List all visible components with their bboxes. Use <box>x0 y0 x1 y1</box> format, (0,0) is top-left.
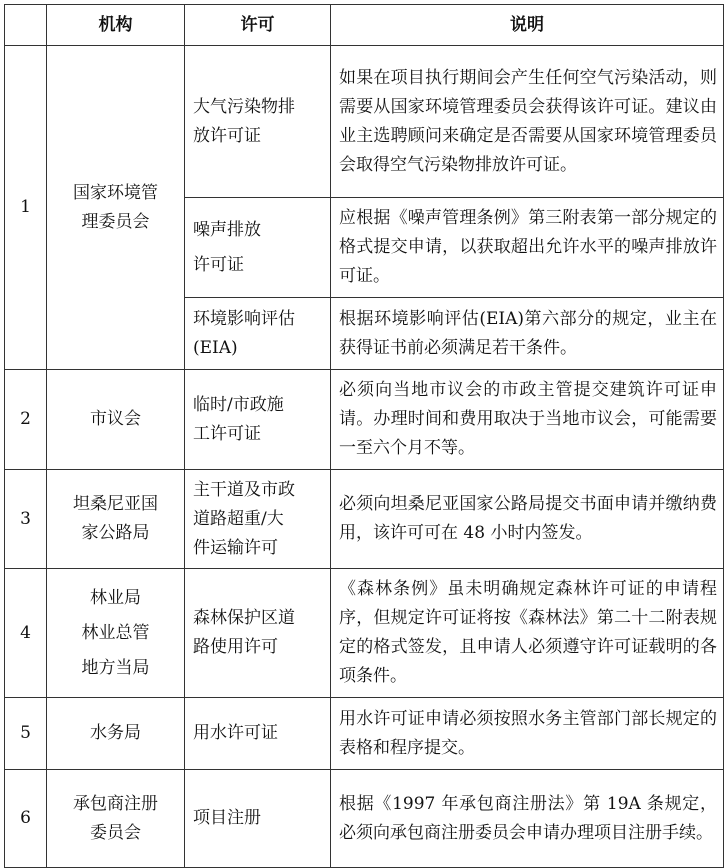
agency-cell <box>47 470 185 569</box>
permit-cell <box>185 698 331 770</box>
agency-cell <box>47 370 185 470</box>
agency-line: 坦桑尼亚国 <box>73 494 158 514</box>
agency-line: 市议会 <box>90 409 141 429</box>
agency-line: 理委员会 <box>81 211 150 232</box>
row-number: 1 <box>5 46 47 370</box>
permit-line: 噪声排放 <box>193 219 261 240</box>
description-cell: 《森林条例》虽未明确规定森林许可证的申请程序，但规定许可证将按《森林法》第二十二附表规定的格式签发，且申请人必须遵守许可证载明的各项条件。 <box>331 569 724 698</box>
permit-cell <box>185 569 331 698</box>
table-row <box>5 569 724 698</box>
row-number: 3 <box>5 470 47 569</box>
header-description: 说明 <box>331 5 724 46</box>
agency-line: 国家环境管 <box>73 182 158 203</box>
permit-line: 许可证 <box>193 254 244 275</box>
table-row <box>5 46 724 198</box>
description-cell: 根据《1997 年承包商注册法》第 19A 条规定，必须向承包商注册委员会申请办理项目注册手续。 <box>331 770 724 868</box>
agency-cell <box>47 770 185 868</box>
agency-line: 家公路局 <box>81 523 150 543</box>
agency-cell <box>47 569 185 698</box>
permit-line: 用水许可证 <box>193 723 278 743</box>
row-number: 2 <box>5 370 47 470</box>
description-cell: 如果在项目执行期间会产生任何空气污染活动，则需要从国家环境管理委员会获得该许可证。建议由业主选聘顾问来确定是否需要从国家环境管理委员会取得空气污染物排放许可证。 <box>331 46 724 198</box>
permit-cell <box>185 46 331 198</box>
permit-line: (EIA) <box>193 337 238 358</box>
permit-table <box>4 4 724 868</box>
agency-line: 承包商注册 <box>73 793 158 814</box>
permit-line: 路使用许可 <box>193 637 278 657</box>
agency-line: 地方当局 <box>81 657 150 678</box>
table-row <box>5 770 724 868</box>
table-row <box>5 370 724 470</box>
permit-cell <box>185 770 331 868</box>
description-cell: 必须向当地市议会的市政主管提交建筑许可证申请。办理时间和费用取决于当地市议会，可能需要一至六个月不等。 <box>331 370 724 470</box>
permit-line: 放许可证 <box>193 125 261 146</box>
permit-cell <box>185 470 331 569</box>
permit-cell <box>185 370 331 470</box>
agency-line: 委员会 <box>90 822 141 843</box>
permit-line: 主干道及市政 <box>193 479 295 500</box>
header-row <box>5 5 724 46</box>
agency-line: 林业总管 <box>81 622 150 643</box>
header-permit: 许可 <box>185 5 331 46</box>
table-row <box>5 698 724 770</box>
row-number: 6 <box>5 770 47 868</box>
description-cell: 用水许可证申请必须按照水务主管部门部长规定的表格和程序提交。 <box>331 698 724 770</box>
header-agency: 机构 <box>47 5 185 46</box>
permit-line: 大气污染物排 <box>193 96 295 117</box>
row-number: 4 <box>5 569 47 698</box>
permit-line: 临时/市政施 <box>193 394 284 415</box>
description-cell: 根据环境影响评估(EIA)第六部分的规定，业主在获得证书前必须满足若干条件。 <box>331 298 724 370</box>
permit-line: 件运输许可 <box>193 537 278 558</box>
permit-line: 工许可证 <box>193 423 261 444</box>
agency-line: 水务局 <box>90 723 141 743</box>
permit-cell <box>185 198 331 298</box>
permit-line: 道路超重/大 <box>193 508 284 529</box>
description-cell: 必须向坦桑尼亚国家公路局提交书面申请并缴纳费用，该许可可在 48 小时内签发。 <box>331 470 724 569</box>
header-number <box>5 5 47 46</box>
description-cell: 应根据《噪声管理条例》第三附表第一部分规定的格式提交申请，以获取超出允许水平的噪声排放许可证。 <box>331 198 724 298</box>
permit-cell <box>185 298 331 370</box>
agency-line: 林业局 <box>90 587 141 608</box>
permit-line: 项目注册 <box>193 808 261 828</box>
agency-cell <box>47 698 185 770</box>
permit-line: 环境影响评估 <box>193 308 295 329</box>
table-row <box>5 470 724 569</box>
row-number: 5 <box>5 698 47 770</box>
permit-line: 森林保护区道 <box>193 608 295 628</box>
agency-cell <box>47 46 185 370</box>
